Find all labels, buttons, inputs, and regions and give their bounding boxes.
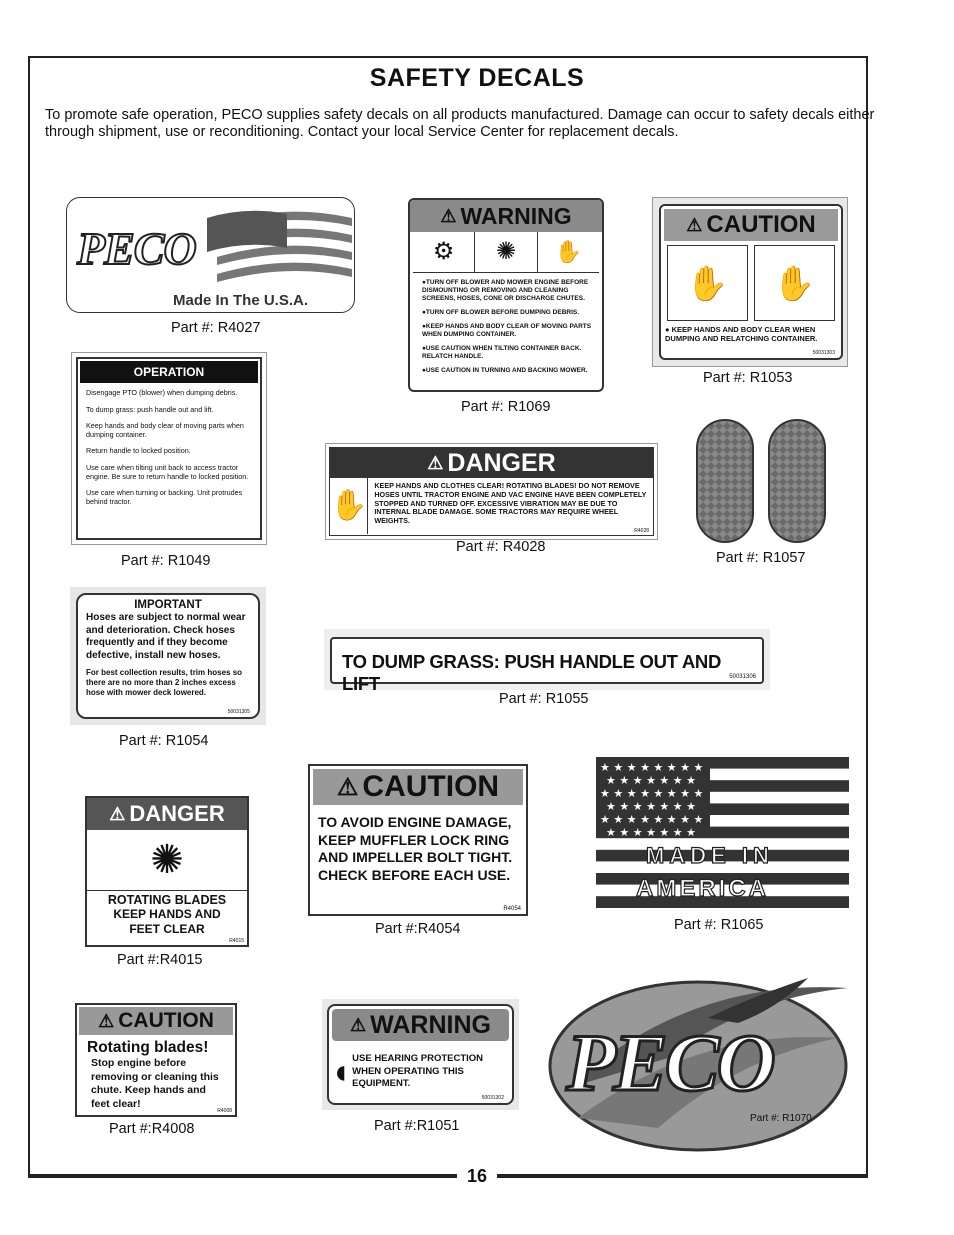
caution-text: Stop engine before removing or cleaning this chute. Keep hands and feet clear! (91, 1057, 219, 1110)
warning-header: ⚠ WARNING (332, 1009, 509, 1041)
caption-r1070: Part #: R1070 (750, 1113, 812, 1124)
rotating-blades-text: Rotating blades! (87, 1039, 209, 1056)
decal-code: R4054 (503, 906, 521, 912)
decal-r1054 (70, 587, 266, 725)
decal-r1069 (408, 198, 604, 392)
decal-r1070 (548, 968, 858, 1158)
caption-r1051: Part #:R1051 (374, 1118, 460, 1134)
danger-triangle-icon: ⚠ (427, 452, 444, 473)
reflector-right (769, 420, 825, 542)
hand-crush-icon: ✋ (667, 245, 748, 321)
important-text-2: For best collection results, trim hoses so there are no more than 2 inches excess hose with mower deck lowered. (86, 668, 243, 697)
decal-line: To dump grass: push handle out and lift. (86, 404, 214, 414)
decal-r1051 (322, 999, 519, 1110)
decal-line: ●TURN OFF BLOWER AND MOWER ENGINE BEFORE DISMOUNTING OR REMOVING AND CLEANING SCREENS, HOSES, CONE OR DISCHARGE CHUTES. (422, 279, 589, 302)
decal-line: Return handle to locked position. (86, 446, 191, 456)
decal-code: 50031305 (227, 709, 250, 715)
page-number: 16 (0, 1166, 954, 1187)
caption-r4054: Part #:R4054 (375, 921, 461, 937)
svg-text:★ ★ ★ ★ ★ ★ ★: ★ ★ ★ ★ ★ ★ ★ (606, 800, 697, 813)
america-label: AMERICA (636, 875, 769, 902)
decal-r1049 (71, 352, 267, 545)
keep-clear-label: KEEP HANDS AND FEET CLEAR (113, 907, 221, 936)
svg-text:★ ★ ★ ★ ★ ★ ★: ★ ★ ★ ★ ★ ★ ★ (606, 826, 697, 839)
caution-triangle-icon: ⚠ (686, 214, 703, 235)
reflector-graphic (695, 418, 827, 544)
danger-text: KEEP HANDS AND CLOTHES CLEAR! ROTATING BLADES! DO NOT REMOVE HOSES UNTIL TRACTOR ENGINE AND VAC ENGINE HAVE BEEN COMPLETELY STOPPED AND TURNED OFF. EXCESSIVE VIBRATION MAY BE DUE TO INTERNAL BLADE DAMAGE. SOME TRACTORS MAY REQUIRE WHEEL WEIGHTS. (374, 481, 647, 526)
caution-header: ⚠ CAUTION (79, 1007, 233, 1035)
caption-r1057: Part #: R1057 (716, 550, 806, 566)
operation-header: OPERATION (80, 361, 258, 383)
belt-hazard-icon: ⚙ (413, 232, 475, 272)
warning-triangle-icon: ⚠ (440, 205, 457, 226)
operation-lines (78, 385, 260, 518)
made-in-usa-text: Made In The U.S.A. (173, 292, 309, 309)
decal-r4015 (85, 796, 249, 947)
decal-line: Disengage PTO (blower) when dumping debris. (86, 388, 238, 397)
decal-code: 50031306 (729, 674, 756, 680)
caption-r1069: Part #: R1069 (461, 399, 551, 415)
decal-code: 50031303 (812, 350, 835, 356)
intro-paragraph: To promote safe operation, PECO supplies safety decals on all products manufactured. Damage can occur to safety decals either through shipment, use or reconditioning. Contact your local Service Center for replacement decals. (45, 107, 875, 140)
caution-triangle-icon: ⚠ (98, 1010, 115, 1031)
page-title: SAFETY DECALS (369, 64, 585, 92)
caption-r4008: Part #:R4008 (109, 1121, 195, 1137)
svg-text:★ ★ ★ ★ ★ ★ ★ ★: ★ ★ ★ ★ ★ ★ ★ ★ (600, 787, 704, 800)
peco-logo-text: PECO (566, 1017, 773, 1108)
decal-code: R4028 (634, 528, 649, 534)
decal-line: ●USE CAUTION IN TURNING AND BACKING MOWER. (422, 367, 588, 374)
svg-text:★ ★ ★ ★ ★ ★ ★ ★: ★ ★ ★ ★ ★ ★ ★ ★ (600, 761, 704, 774)
warning-triangle-icon: ⚠ (350, 1014, 367, 1035)
decal-line: ●USE CAUTION WHEN TILTING CONTAINER BACK. RELATCH HANDLE. (422, 345, 582, 360)
caution-text: ● KEEP HANDS AND BODY CLEAR WHEN DUMPING AND RELATCHING CONTAINER. (665, 325, 818, 343)
important-header: IMPORTANT (134, 599, 202, 611)
rotating-blades-label: ROTATING BLADES (87, 890, 247, 907)
decal-line: ●TURN OFF BLOWER BEFORE DUMPING DEBRIS. (422, 309, 580, 316)
warning-text: USE HEARING PROTECTION WHEN OPERATING THIS EQUIPMENT. (352, 1053, 484, 1090)
hand-crush-icon-2: ✋ (754, 245, 835, 321)
blade-hazard-icon: ✺ (475, 232, 537, 272)
peco-logo-text: PECO (77, 223, 196, 274)
danger-header: ⚠ DANGER (87, 798, 247, 830)
caption-r4015: Part #:R4015 (117, 952, 203, 968)
decal-r1053 (652, 197, 848, 367)
caution-header: ⚠ CAUTION (313, 769, 523, 805)
decal-line: Keep hands and body clear of moving parts when dumping container. (86, 421, 244, 439)
caution-header: ⚠ CAUTION (664, 209, 838, 241)
svg-text:★ ★ ★ ★ ★ ★ ★: ★ ★ ★ ★ ★ ★ ★ (606, 774, 697, 787)
reflector-left (697, 420, 753, 542)
caption-r1049: Part #: R1049 (121, 553, 211, 569)
decal-line: Use care when turning or backing. Unit protrudes behind tractor. (86, 488, 243, 506)
decal-r4054 (308, 764, 528, 916)
caption-r1054: Part #: R1054 (119, 733, 209, 749)
caption-r1053: Part #: R1053 (703, 370, 793, 386)
caption-r4027: Part #: R4027 (171, 320, 261, 336)
made-in-label: MADE IN (646, 843, 774, 868)
caption-r1065: Part #: R1065 (674, 917, 764, 933)
decal-r4008 (75, 1003, 237, 1117)
pictogram-row (413, 232, 599, 273)
caption-r4028: Part #: R4028 (456, 539, 546, 555)
dump-grass-text: TO DUMP GRASS: PUSH HANDLE OUT AND LIFT (342, 651, 722, 690)
decal-r4027 (66, 197, 355, 313)
important-text: Hoses are subject to normal wear and deterioration. Check hoses frequently and if they become defective, install new hoses. (86, 612, 246, 661)
caution-text: TO AVOID ENGINE DAMAGE, KEEP MUFFLER LOCK RING AND IMPELLER BOLT TIGHT. CHECK BEFORE EACH USE. (318, 814, 513, 883)
blade-hand-icon: ✋ (330, 478, 368, 534)
decal-code: 50031302 (481, 1095, 504, 1101)
warning-header: ⚠ WARNING (410, 200, 602, 232)
rotating-blade-icon: ✺ (150, 838, 184, 882)
hearing-protection-icon: ◖ (330, 1053, 351, 1091)
decal-line: Use care when tilting unit back to access tractor engine. Be sure to return handle to locked position. (86, 462, 249, 481)
decal-r1055 (324, 629, 770, 690)
decal-r1057 (695, 418, 827, 544)
danger-triangle-icon: ⚠ (109, 803, 126, 824)
decal-code: R4008 (217, 1108, 232, 1114)
danger-header: ⚠ DANGER (330, 448, 653, 478)
decal-line: ●KEEP HANDS AND BODY CLEAR OF MOVING PARTS WHEN DUMPING CONTAINER. (422, 323, 592, 338)
warning-lines (410, 273, 602, 375)
caption-r1055: Part #: R1055 (499, 691, 589, 707)
decal-r4028 (325, 443, 658, 540)
svg-text:★ ★ ★ ★ ★ ★ ★ ★: ★ ★ ★ ★ ★ ★ ★ ★ (600, 813, 704, 826)
decal-r1065 (596, 757, 849, 908)
decal-code: R4015 (229, 938, 244, 944)
caution-triangle-icon: ⚠ (336, 773, 359, 801)
hand-hazard-icon: ✋ (554, 239, 583, 264)
